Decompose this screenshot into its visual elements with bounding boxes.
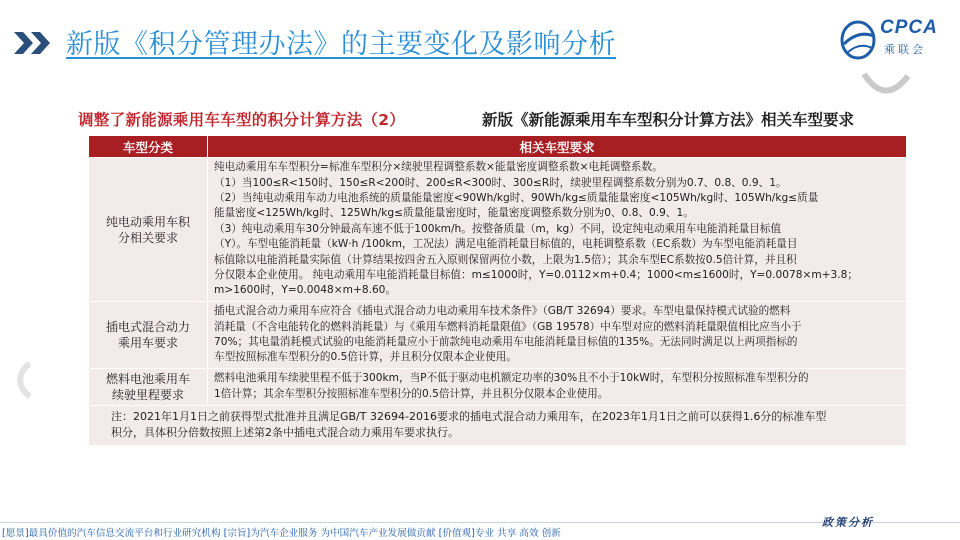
- logo-subtitle: 乘联会: [884, 43, 926, 56]
- footer-logo: 政策分析: [822, 516, 874, 529]
- page-title: 新版《积分管理办法》的主要变化及影响分析: [66, 29, 616, 60]
- description-line: 插电式混合动力乘用车应符合《插电式混合动力电动乘用车技术条件》（GB/T 32694）要求。车型电量保持模式试验的燃料: [214, 305, 791, 318]
- table-header-row: [89, 136, 907, 158]
- row-category: 纯电动乘用车积分相关要求: [89, 158, 208, 302]
- table-row: [89, 368, 907, 405]
- table-note: [89, 405, 907, 445]
- table-title: 新版《新能源乘用车车型积分计算方法》相关车型要求: [482, 111, 855, 129]
- requirements-table: [88, 135, 907, 446]
- description-line: 车型按照标准车型积分的0.5倍计算，并且积分仅限本企业使用。: [214, 351, 517, 364]
- description-line: 燃料电池乘用车续驶里程不低于300km，当P不低于驱动电机额定功率的30%且不小于10kW时，车型积分按照标准车型积分的: [214, 372, 809, 385]
- column-header: 相关车型要求: [208, 136, 907, 158]
- section-subtitle: 调整了新能源乘用车车型的积分计算方法（2）: [78, 111, 406, 129]
- description-line: （Y）。车型电能消耗量（kW·h /100km，工况法）满足电能消耗量目标值的，电耗调整系数（EC系数）为车型电能消耗量目: [214, 238, 798, 251]
- description-line: 分仅限本企业使用。 纯电动乘用车电能消耗量目标值：m≤1000时，Y=0.0112×m+0.4；1000<m≤1600时，Y=0.0078×m+3.8；: [214, 269, 858, 282]
- note-line: 积分，具体积分倍数按照上述第2条中插电式混合动力乘用车要求执行。: [111, 426, 459, 440]
- decorative-shape-icon: [860, 70, 910, 102]
- description-line: 纯电动乘用车车型积分=标准车型积分×续驶里程调整系数×能量密度调整系数×电耗调整系数。: [214, 161, 663, 174]
- description-line: 70%；其电量消耗模式试验的电能消耗量应小于前款纯电动乘用车电能消耗量目标值的135%。无法同时满足以上两项指标的: [214, 335, 798, 348]
- column-header: 车型分类: [89, 136, 208, 158]
- description-line: 消耗量（不含电能转化的燃料消耗量）与《乘用车燃料消耗量限值》（GB 19578）中车型对应的燃料消耗量限值相比应当小于: [214, 320, 802, 333]
- description-line: 1倍计算；其余车型积分按照标准车型积分的0.5倍计算，并且积分仅限本企业使用。: [214, 387, 609, 400]
- row-category: 燃料电池乘用车续驶里程要求: [89, 368, 208, 405]
- footer-divider: [0, 522, 960, 523]
- note-line: 注：2021年1月1日之前获得型式批准并且满足GB/T 32694-2016要求的插电式混合动力乘用车，在2023年1月1日之前可以获得1.6分的标准车型: [111, 410, 827, 424]
- row-description: [208, 302, 907, 369]
- description-line: （1）当100≤R<150时、150≤R<200时、200≤R<300时、300≤R时，续驶里程调整系数分别为0.7、0.8、0.9、1。: [214, 176, 787, 189]
- decorative-arc-icon: [0, 360, 40, 400]
- description-line: （2）当纯电动乘用车动力电池系统的质量能量密度<90Wh/kg时、90Wh/kg≤质量能量密度<105Wh/kg时、105Wh/kg≤质量: [214, 191, 819, 204]
- table-row: [89, 158, 907, 302]
- footer-text: [愿景]最具价值的汽车信息交流平台和行业研究机构 [宗旨]为汽车企业服务 为中国汽车产业发展做贡献 [价值观]专业 共享 高效 创新: [2, 528, 561, 539]
- row-category: 插电式混合动力乘用车要求: [89, 302, 208, 369]
- chevron-double-right-icon: [12, 30, 56, 56]
- logo-text: CPCA: [880, 17, 938, 38]
- row-description: [208, 368, 907, 405]
- description-line: m>1600时，Y=0.0048×m+8.60。: [214, 284, 397, 297]
- description-line: 能量密度<125Wh/kg时、125Wh/kg≤质量能量密度时，能量密度调整系数分别为0、0.8、0.9、1。: [214, 207, 694, 220]
- description-line: （3）纯电动乘用车30分钟最高车速不低于100km/h。按整备质量（m，kg）不同，设定纯电动乘用车电能消耗量目标值: [214, 222, 782, 235]
- table-row: [89, 302, 907, 369]
- description-line: 标值除以电能消耗量实际值（计算结果按四舍五入原则保留两位小数，上限为1.5倍）；其余车型EC系数按0.5倍计算，并且积: [214, 253, 797, 266]
- table-note-row: [89, 405, 907, 445]
- row-description: [208, 158, 907, 302]
